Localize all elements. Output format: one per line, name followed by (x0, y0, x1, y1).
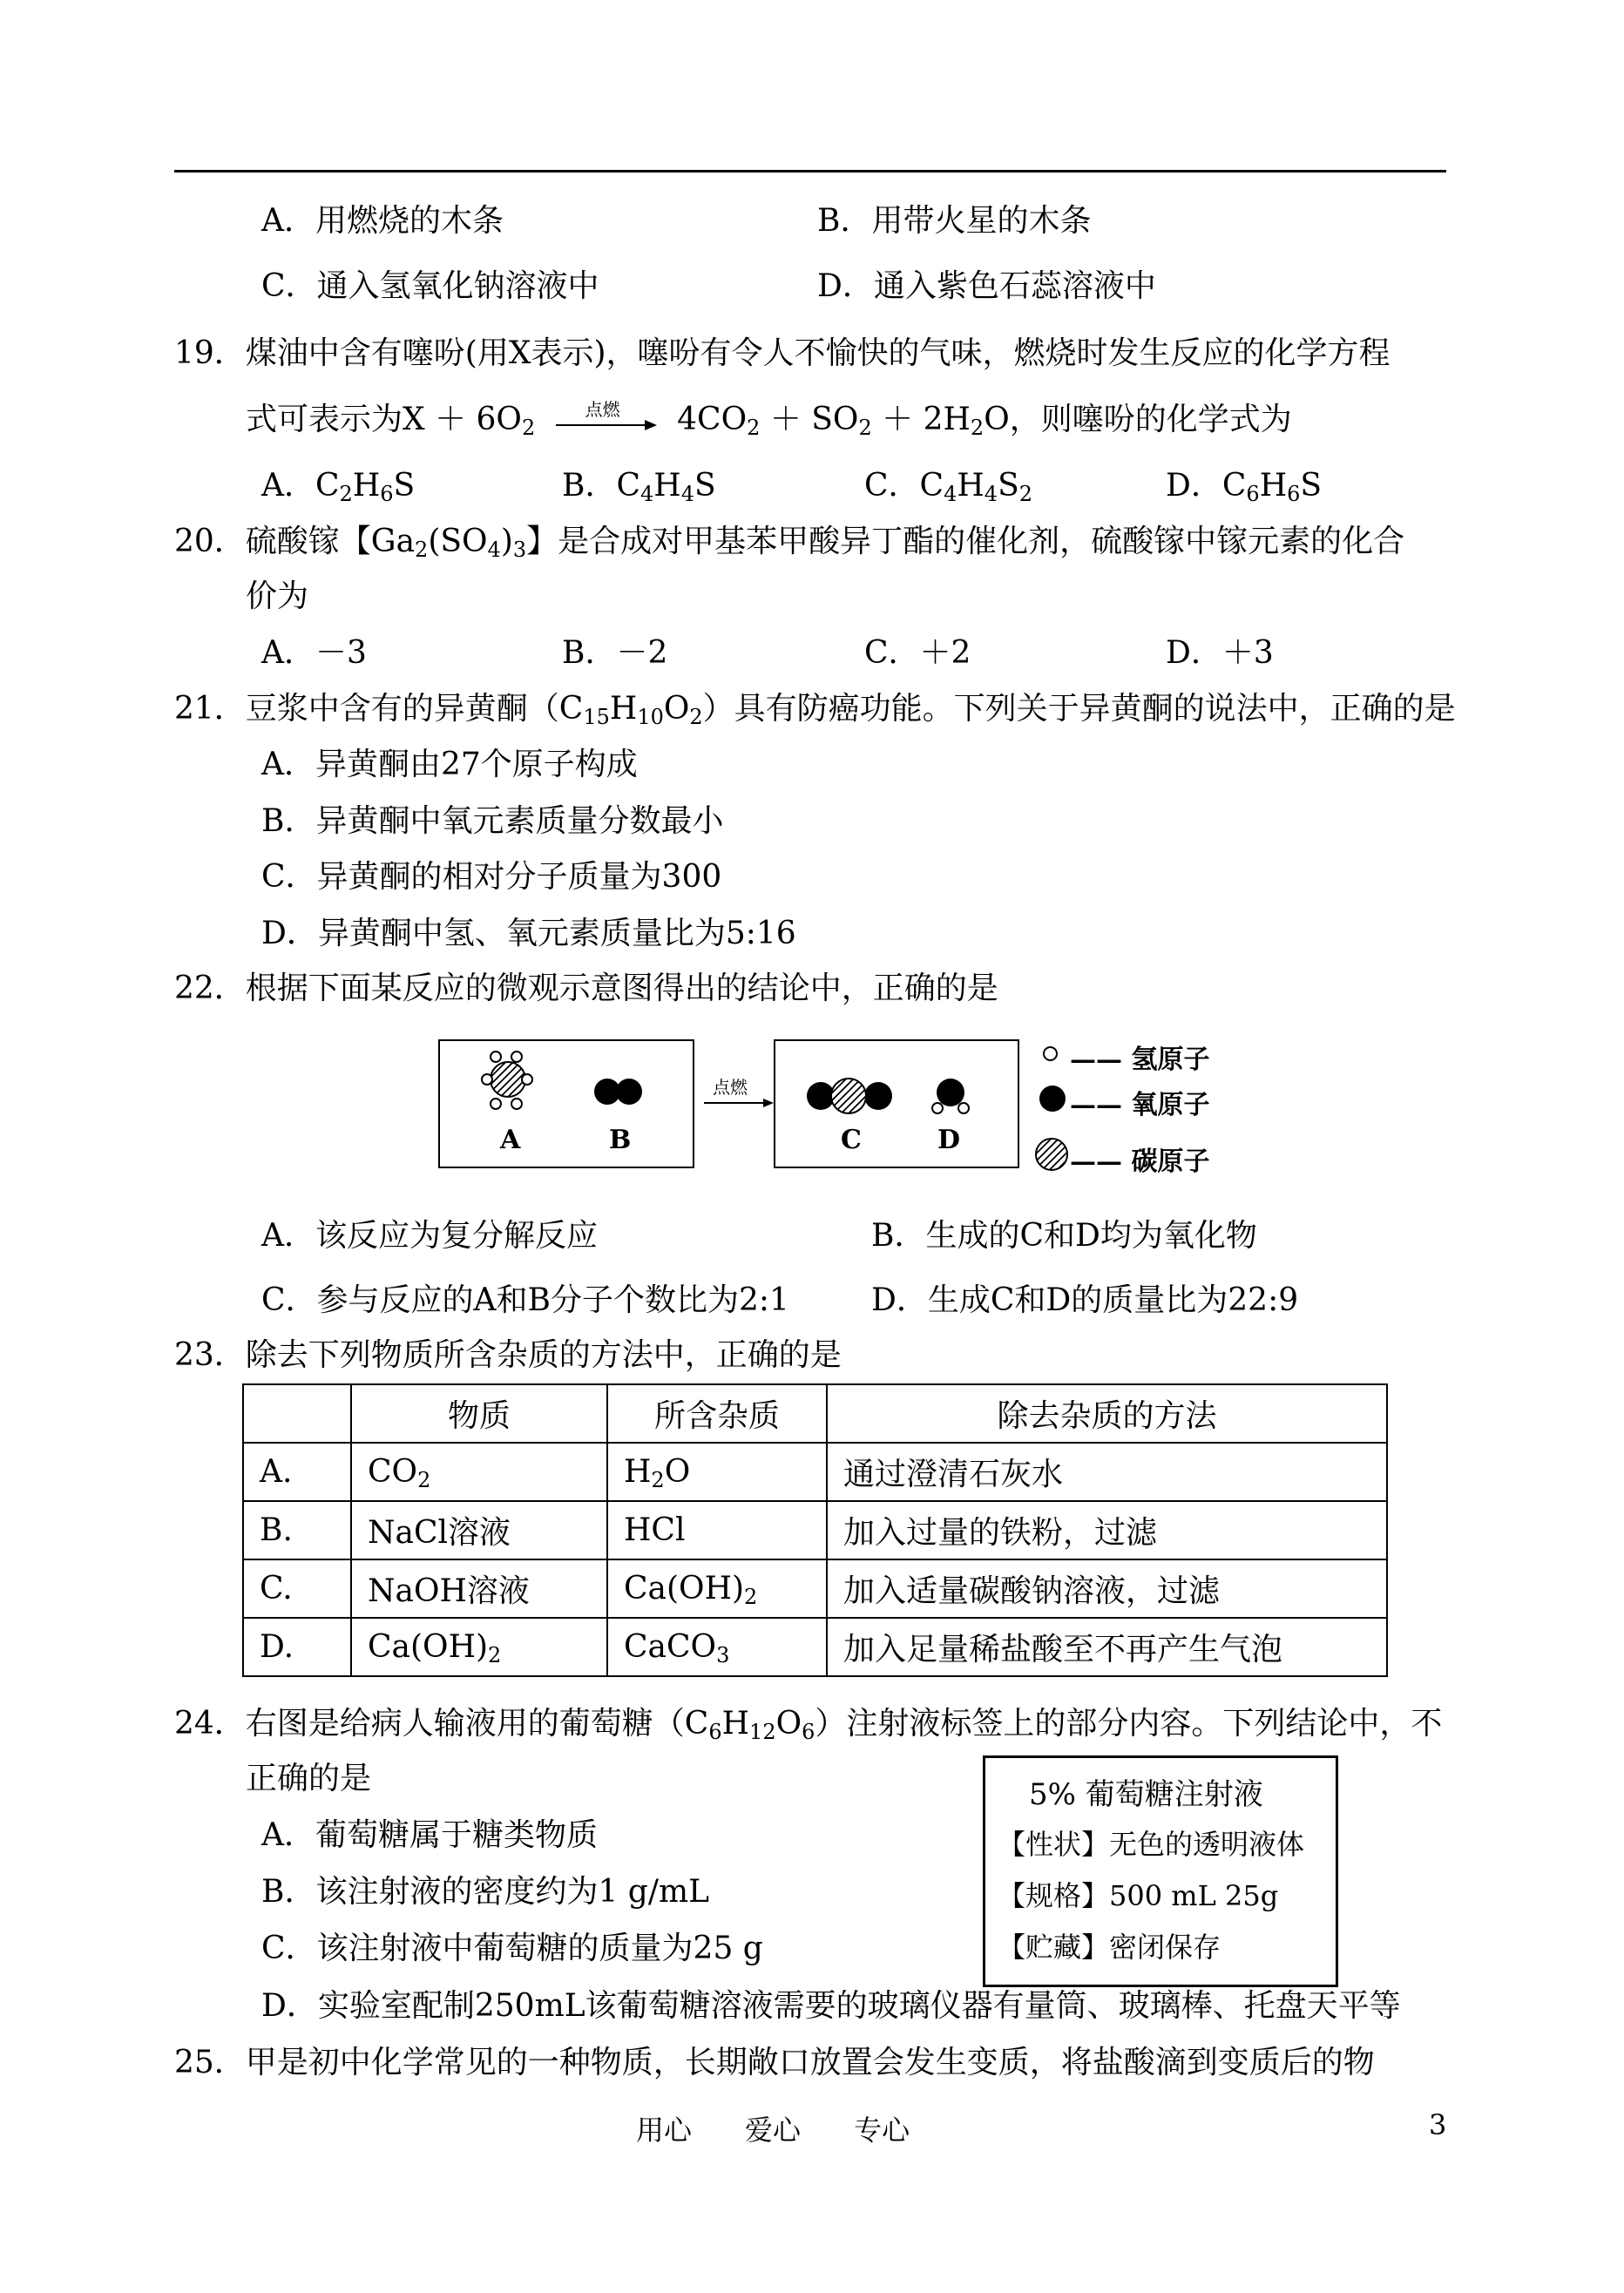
table-cell: $Ca(OH)_2$ (351, 1618, 607, 1676)
page-number: 3 (1429, 2108, 1447, 2141)
q25-stem-line1: 25．甲是初中化学常见的一种物质，长期敞口放置会发生变质，将盐酸滴到变质后的物 (174, 2045, 1375, 2080)
q22-option-c: C．参与反应的A和B分子个数比为2:1 (261, 1282, 789, 1318)
table-cell: 通过澄清石灰水 (827, 1443, 1387, 1501)
q22-arrow-label: 点燃 (713, 1077, 748, 1098)
q19-option-c: C．$C_4H_4S_2$ (864, 468, 1033, 506)
q21-stem: 21．豆浆中含有的异黄酮$(C_{15}H_{10}O_2)$具有防癌功能。下列关于异黄酮的说法中，正确的是 (174, 691, 1456, 729)
diagram-arrow (704, 1077, 775, 1112)
q19-equation-right: $4CO_2 + SO_2 + 2H_2O$，则噻吩的化学式为 (677, 402, 1292, 440)
table-cell: 加入过量的铁粉，过滤 (827, 1501, 1387, 1559)
q22-option-b: B．生成的C和D均为氧化物 (871, 1218, 1257, 1254)
q24-option-a: A．葡萄糖属于糖类物质 (261, 1817, 598, 1853)
table-row (243, 1443, 1387, 1501)
table-cell: B. (243, 1501, 351, 1559)
label-title: 5% 葡萄糖注射液 (1029, 1777, 1263, 1812)
q19-arrow-label: 点燃 (585, 399, 620, 420)
table-header-row (243, 1384, 1387, 1443)
q21-option-d: D．异黄酮中氢、氧元素质量比为5:16 (261, 916, 796, 951)
table-cell: $CO_2$ (351, 1443, 607, 1501)
legend-carbon: —— 碳原子 (1070, 1146, 1210, 1177)
table-header-cell: 除去杂质的方法 (827, 1384, 1387, 1443)
hydrogen-atom-icon (511, 1098, 523, 1110)
q23-stem: 23．除去下列物质所含杂质的方法中，正确的是 (174, 1337, 842, 1373)
q19-option-a: A．$C_2H_6S$ (261, 468, 416, 506)
table-row (243, 1559, 1387, 1618)
q20-option-b: B．－2 (562, 635, 668, 671)
carbon-atom-icon (1035, 1138, 1068, 1171)
legend-oxygen: —— 氧原子 (1070, 1090, 1210, 1120)
oxygen-atom-icon (616, 1079, 642, 1105)
hydrogen-atom-icon (490, 1098, 502, 1110)
q22-option-a: A．该反应为复分解反应 (261, 1218, 598, 1254)
table-cell: A. (243, 1443, 351, 1501)
legend-hydrogen: —— 氢原子 (1070, 1045, 1210, 1075)
q19-option-b: B．$C_4H_4S$ (562, 468, 716, 506)
q24-option-b: B．该注射液的密度约为1 g/mL (261, 1874, 710, 1910)
q24-option-d: D．实验室配制250mL该葡萄糖溶液需要的玻璃仪器有量筒、玻璃棒、托盘天平等 (261, 1988, 1401, 2024)
q20-stem-line1: 20．硫酸镓【$Ga_2(SO_4)_3$】是合成对甲基苯甲酸异丁酯的催化剂，硫酸镓中镓元素的化合 (174, 524, 1405, 562)
glucose-label-box (983, 1755, 1338, 1987)
q18-option-b: B．用带火星的木条 (817, 203, 1092, 239)
arrow-icon (554, 404, 659, 439)
oxygen-atom-icon (864, 1082, 892, 1110)
table-header-cell: 物质 (351, 1384, 607, 1443)
header-rule (174, 170, 1446, 172)
arrow-icon (704, 1086, 775, 1112)
hydrogen-atom-icon (481, 1073, 493, 1086)
q22-option-d: D．生成C和D的质量比为22:9 (871, 1282, 1299, 1318)
q21-option-c: C．异黄酮的相对分子质量为300 (261, 859, 722, 895)
hydrogen-atom-icon (1043, 1046, 1058, 1061)
q19-stem-line1: 19．煤油中含有噻吩(用X表示)，噻吩有令人不愉快的气味，燃烧时发生反应的化学方程 (174, 335, 1391, 371)
table-cell: $Ca(OH)_2$ (607, 1559, 827, 1618)
carbon-atom-icon (830, 1078, 867, 1114)
table-row (243, 1501, 1387, 1559)
products-box (774, 1039, 1019, 1168)
table-cell: $H_2O$ (607, 1443, 827, 1501)
q21-option-a: A．异黄酮由27个原子构成 (261, 747, 638, 782)
q20-stem-line2: 价为 (246, 578, 309, 614)
label-spec: 【规格】500 mL 25g (998, 1879, 1279, 1912)
impurity-table (242, 1383, 1388, 1677)
reaction-arrow (554, 399, 659, 439)
label-storage: 【贮藏】密闭保存 (998, 1931, 1221, 1964)
q22-stem: 22．根据下面某反应的微观示意图得出的结论中，正确的是 (174, 971, 998, 1006)
q21-option-b: B．异黄酮中氧元素质量分数最小 (261, 803, 724, 839)
table-cell: HCl (607, 1501, 827, 1559)
q19-equation (246, 401, 1292, 439)
q19-option-d: D．$C_6H_6S$ (1166, 468, 1323, 506)
reactants-box (438, 1039, 694, 1168)
molecule-label-c: C (841, 1125, 862, 1155)
table-row (243, 1618, 1387, 1676)
table-header-cell (243, 1384, 351, 1443)
q18-option-c: C．通入氢氧化钠溶液中 (261, 268, 599, 304)
molecule-label-a: A (500, 1125, 521, 1155)
oxygen-atom-icon (1039, 1086, 1066, 1112)
hydrogen-atom-icon (957, 1102, 970, 1114)
table-cell: 加入适量碳酸钠溶液，过滤 (827, 1559, 1387, 1618)
q24-option-c: C．该注射液中葡萄糖的质量为25 g (261, 1931, 763, 1966)
q24-stem-line1: 24．右图是给病人输液用的葡萄糖$(C_6H_{12}O_6)$注射液标签上的部分内容。下列结论中，不 (174, 1706, 1443, 1744)
q24-stem-line2: 正确的是 (246, 1761, 372, 1796)
q19-equation-left: 式可表示为$X + 6O_2$ (246, 402, 536, 440)
q18-option-a: A．用燃烧的木条 (261, 203, 504, 239)
table-cell: NaCl溶液 (351, 1501, 607, 1559)
table-cell: 加入足量稀盐酸至不再产生气泡 (827, 1618, 1387, 1676)
hydrogen-atom-icon (521, 1073, 533, 1086)
table-cell: NaOH溶液 (351, 1559, 607, 1618)
hydrogen-atom-icon (490, 1051, 502, 1063)
molecule-label-b: B (609, 1125, 632, 1155)
table-header-cell: 所含杂质 (607, 1384, 827, 1443)
molecule-label-d: D (937, 1125, 961, 1155)
page-footer: 用心 爱心 专心 (636, 2114, 910, 2147)
q20-option-c: C．＋2 (864, 635, 971, 671)
q20-option-a: A．－3 (261, 635, 367, 671)
table-cell: C. (243, 1559, 351, 1618)
hydrogen-atom-icon (931, 1102, 944, 1114)
q20-option-d: D．＋3 (1166, 635, 1274, 671)
label-property: 【性状】无色的透明液体 (998, 1828, 1305, 1861)
table-cell: CaCO$_3$ (607, 1618, 827, 1676)
table-cell: D. (243, 1618, 351, 1676)
q18-option-d: D．通入紫色石蕊溶液中 (817, 268, 1156, 304)
